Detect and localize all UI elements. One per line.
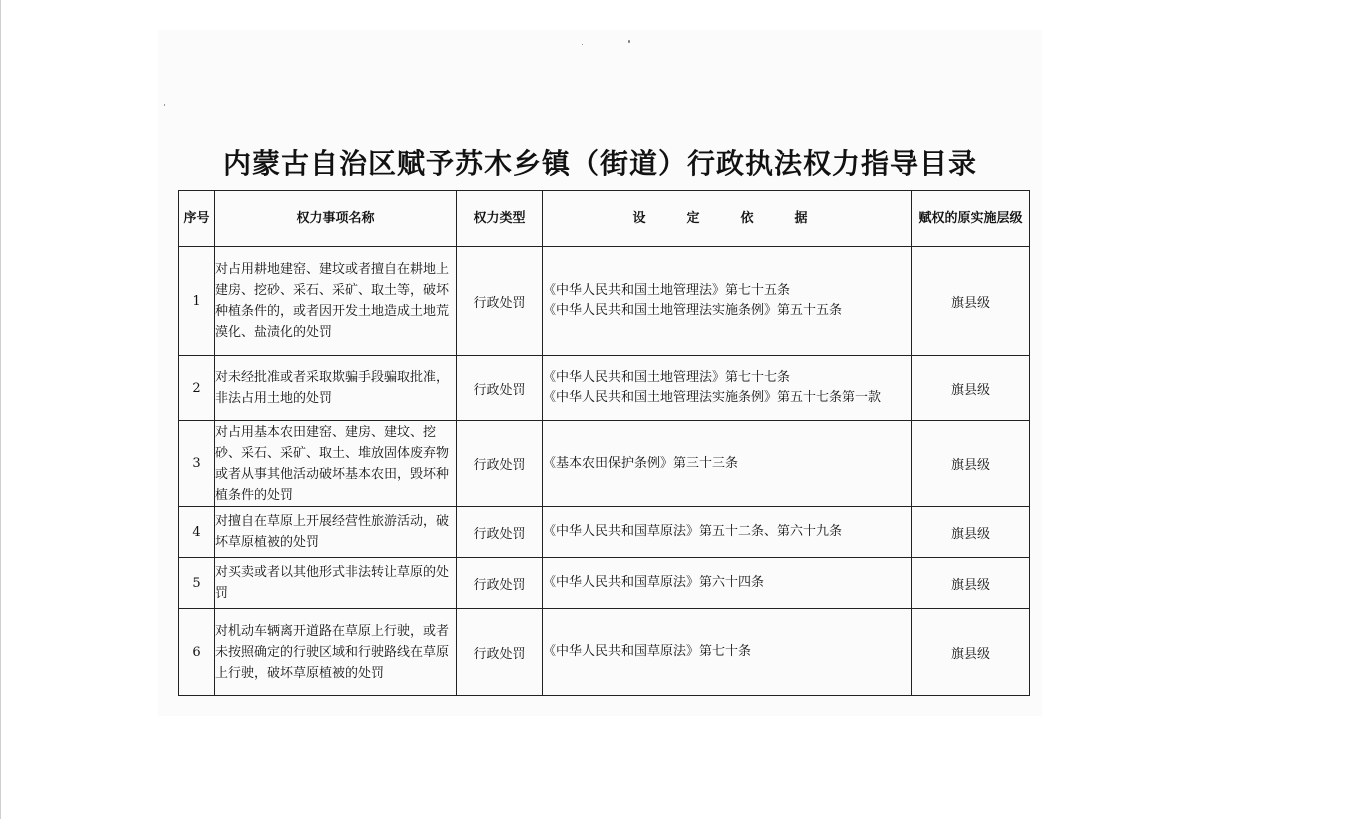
scan-speck: [164, 104, 165, 106]
header-level: 赋权的原实施层级: [912, 191, 1030, 247]
basis-line: 《基本农田保护条例》第三十三条: [543, 455, 739, 471]
header-basis: 设 定 依 据: [543, 191, 912, 247]
basis-line: 《中华人民共和国土地管理法实施条例》第五十五条: [543, 303, 843, 318]
scan-speck: [628, 40, 630, 43]
table-row: [179, 507, 1030, 558]
row-seq: 1: [179, 247, 215, 356]
row-level: 旗县级: [912, 421, 1030, 507]
row-name: 对占用耕地建窑、建坟或者擅自在耕地上建房、挖砂、采石、采矿、取土等，破坏种植条件的，或者因开发土地造成土地荒漠化、盐渍化的处罚: [215, 247, 457, 356]
row-level: 旗县级: [912, 507, 1030, 558]
row-seq: 6: [179, 609, 215, 696]
row-level: 旗县级: [912, 609, 1030, 696]
power-catalog-table: [178, 190, 1030, 696]
page-edge-rule: [0, 0, 1, 819]
basis-line: 《中华人民共和国草原法》第五十二条、第六十九条: [543, 524, 843, 539]
table-row: [179, 421, 1030, 507]
row-type: 行政处罚: [457, 421, 543, 507]
row-name: 对未经批准或者采取欺骗手段骗取批准，非法占用土地的处罚: [215, 356, 457, 421]
row-basis: [543, 247, 912, 356]
row-basis: [543, 609, 912, 696]
document-title: 内蒙古自治区赋予苏木乡镇（街道）行政执法权力指导目录: [222, 147, 977, 180]
row-name: 对机动车辆离开道路在草原上行驶，或者未按照确定的行驶区域和行驶路线在草原上行驶，破坏草原植被的处罚: [215, 609, 457, 696]
header-name: 权力事项名称: [215, 191, 457, 247]
basis-line: 《中华人民共和国草原法》第六十四条: [543, 575, 765, 590]
header-type: 权力类型: [457, 191, 543, 247]
row-level: 旗县级: [912, 558, 1030, 609]
table-row: [179, 247, 1030, 356]
row-seq: 2: [179, 356, 215, 421]
table-row: [179, 609, 1030, 696]
row-name: 对占用基本农田建窑、建房、建坟、挖砂、采石、采矿、取土、堆放固体废弃物或者从事其他活动破坏基本农田，毁坏种植条件的处罚: [215, 421, 457, 507]
basis-line: 《中华人民共和国土地管理法实施条例》第五十七条第一款: [543, 390, 882, 405]
row-seq: 4: [179, 507, 215, 558]
row-seq: 3: [179, 421, 215, 507]
row-level: 旗县级: [912, 247, 1030, 356]
row-level: 旗县级: [912, 356, 1030, 421]
row-name: 对擅自在草原上开展经营性旅游活动，破坏草原植被的处罚: [215, 507, 457, 558]
row-basis: [543, 558, 912, 609]
row-type: 行政处罚: [457, 507, 543, 558]
basis-line: 《中华人民共和国土地管理法》第七十七条: [543, 370, 791, 385]
row-type: 行政处罚: [457, 609, 543, 696]
header-seq: 序号: [179, 191, 215, 247]
row-type: 行政处罚: [457, 558, 543, 609]
row-basis: [543, 507, 912, 558]
basis-line: 《中华人民共和国土地管理法》第七十五条: [543, 283, 791, 298]
row-basis: [543, 421, 912, 507]
table-row: [179, 356, 1030, 421]
table-row: [179, 558, 1030, 609]
row-type: 行政处罚: [457, 356, 543, 421]
row-name: 对买卖或者以其他形式非法转让草原的处罚: [215, 558, 457, 609]
row-seq: 5: [179, 558, 215, 609]
scan-speck: [582, 44, 583, 45]
row-basis: [543, 356, 912, 421]
basis-line: 《中华人民共和国草原法》第七十条: [543, 644, 752, 659]
row-type: 行政处罚: [457, 247, 543, 356]
table-header-row: [179, 191, 1030, 247]
